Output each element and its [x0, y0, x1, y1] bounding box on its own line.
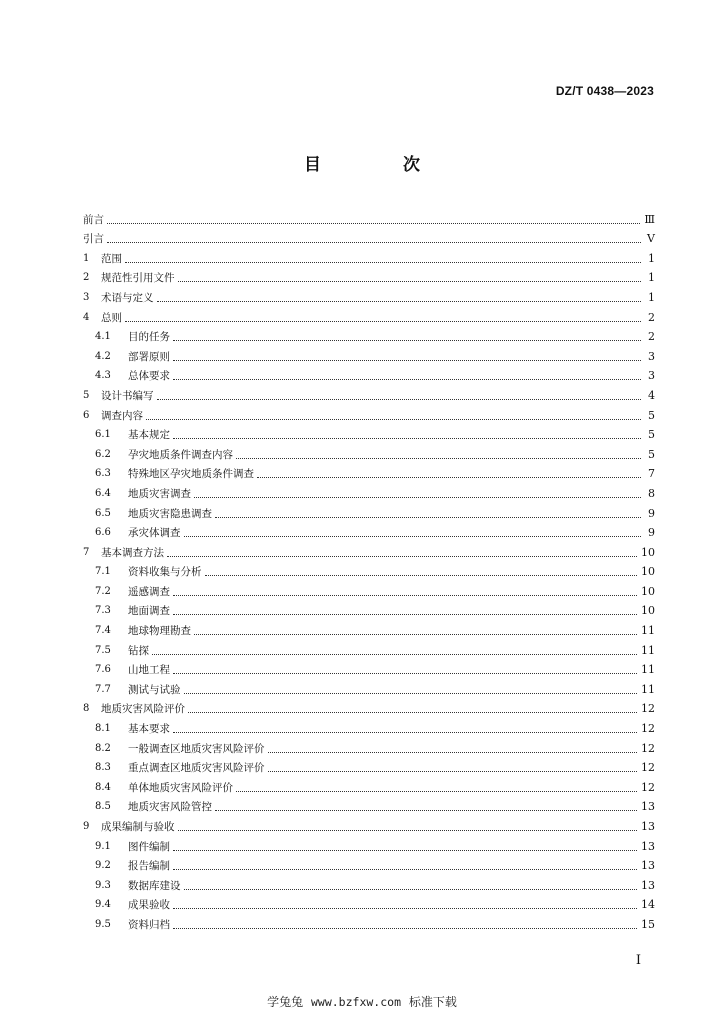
- toc-entry-title: 地面调查: [128, 605, 170, 618]
- toc-entry-number: 9.4: [95, 899, 111, 911]
- toc-entry-number: 7.7: [95, 683, 111, 695]
- toc-entry[interactable]: [83, 521, 655, 541]
- toc-entry[interactable]: [83, 462, 655, 482]
- toc-entry-number: 6.3: [95, 468, 111, 480]
- toc-entry[interactable]: [83, 560, 655, 580]
- toc-entry[interactable]: [83, 834, 655, 854]
- toc-entry-number: 6: [83, 409, 90, 421]
- dot-leader: [178, 281, 642, 282]
- toc-entry[interactable]: [83, 716, 655, 736]
- toc-entry[interactable]: [83, 795, 655, 815]
- toc-entry-number: 2: [83, 272, 90, 284]
- toc-entry-page: 10: [641, 545, 655, 559]
- toc-entry-title: 引言: [83, 233, 104, 246]
- toc-entry[interactable]: [83, 442, 655, 462]
- toc-entry-number: 8.5: [95, 801, 111, 813]
- toc-entry-page: 13: [641, 820, 655, 833]
- dot-leader: [173, 850, 637, 851]
- toc-entry-page: 9: [648, 506, 655, 520]
- toc-entry[interactable]: [83, 266, 655, 286]
- toc-entry-number: 7.3: [95, 605, 111, 617]
- dot-leader: [125, 262, 641, 263]
- toc-entry-title: 地球物理勘查: [128, 625, 191, 638]
- toc-entry[interactable]: [83, 364, 655, 384]
- toc-entry-title: 术语与定义: [101, 291, 154, 304]
- toc-entry-title: 成果编制与验收: [101, 821, 175, 833]
- toc-entry[interactable]: [83, 854, 655, 874]
- toc-entry-number: 4.1: [95, 331, 111, 343]
- toc-entry-page: 12: [641, 722, 655, 736]
- toc-entry-title: 基本要求: [128, 723, 170, 736]
- toc-entry-page: 1: [648, 290, 655, 304]
- toc-entry-number: 8.4: [95, 781, 111, 793]
- toc-entry[interactable]: [83, 756, 655, 776]
- toc-entry-page: 13: [641, 878, 655, 892]
- dot-leader: [125, 321, 641, 322]
- toc-entry-title: 重点调查区地质灾害风险评价: [128, 762, 265, 775]
- toc-entry-title: 地质灾害风险评价: [101, 703, 185, 716]
- dot-leader: [184, 693, 638, 694]
- toc-entry[interactable]: [83, 246, 655, 266]
- toc-entry-page: 13: [641, 839, 655, 853]
- toc-entry-title: 成果验收: [128, 899, 170, 912]
- toc-entry-page: 2: [648, 310, 655, 324]
- toc-entry-number: 7.1: [95, 566, 111, 578]
- dot-leader: [146, 419, 641, 420]
- dot-leader: [173, 673, 637, 674]
- dot-leader: [215, 517, 641, 518]
- dot-leader: [236, 458, 641, 459]
- toc-entry-page: 7: [648, 467, 655, 481]
- dot-leader: [236, 791, 637, 792]
- toc-entry-number: 4: [83, 311, 90, 323]
- toc-entry-page: 12: [641, 780, 655, 794]
- toc-entry-page: 1: [648, 251, 655, 265]
- toc-entry[interactable]: [83, 618, 655, 638]
- toc-entry-page: 15: [641, 917, 655, 931]
- toc-entry[interactable]: [83, 638, 655, 658]
- dot-leader: [107, 223, 640, 224]
- toc-entry-number: 9.3: [95, 879, 111, 891]
- toc-entry-page: 2: [648, 330, 655, 344]
- toc-entry-page: 12: [641, 741, 655, 755]
- toc-entry-page: 5: [648, 408, 655, 422]
- dot-leader: [173, 908, 637, 909]
- toc-entry[interactable]: [83, 697, 655, 717]
- watermark: [0, 993, 724, 1010]
- toc-entry-page: 13: [641, 859, 655, 873]
- toc-entry-number: 9: [83, 821, 90, 832]
- dot-leader: [152, 654, 637, 655]
- toc-entry-title: 规范性引用文件: [101, 272, 175, 285]
- standard-code: DZ/T 0438—2023: [555, 84, 654, 98]
- toc-entry-page: 12: [641, 702, 655, 716]
- toc-entry-number: 6.2: [95, 448, 111, 460]
- dot-leader: [173, 340, 641, 341]
- toc-entry[interactable]: [83, 325, 655, 345]
- dot-leader: [257, 477, 641, 478]
- toc-entry[interactable]: [83, 227, 655, 247]
- toc-entry-number: 1: [83, 252, 90, 264]
- toc-entry-number: 6.6: [95, 527, 111, 539]
- toc-entry-title: 单体地质灾害风险评价: [128, 781, 233, 794]
- toc-entry-title: 遥感调查: [128, 585, 170, 598]
- dot-leader: [173, 379, 641, 380]
- toc-entry-number: 3: [83, 291, 90, 303]
- toc-entry[interactable]: [83, 481, 655, 501]
- toc-entry-title: 图件编制: [128, 840, 170, 853]
- toc-entry-number: 4.2: [95, 350, 111, 362]
- toc-entry-number: 9.2: [95, 860, 111, 872]
- toc-entry-title: 报告编制: [128, 860, 170, 873]
- dot-leader: [173, 614, 637, 615]
- toc-entry-number: 9.5: [95, 918, 111, 930]
- toc-entry-number: 7.6: [95, 664, 111, 676]
- toc-entry-title: 钻探: [128, 644, 149, 657]
- dot-leader: [173, 869, 637, 870]
- watermark-site: 学兔兔: [267, 995, 304, 1009]
- toc-entry-title: 地质灾害调查: [128, 487, 191, 500]
- toc-entry-title: 前言: [83, 213, 104, 226]
- toc-entry[interactable]: [83, 873, 655, 893]
- toc-entry[interactable]: [83, 344, 655, 364]
- toc-entry-page: 11: [641, 624, 655, 638]
- toc-entry-page: 11: [641, 663, 655, 677]
- toc-entry[interactable]: [83, 403, 655, 423]
- toc-entry-page: 11: [641, 682, 655, 696]
- toc-entry[interactable]: [83, 423, 655, 443]
- toc-entry-number: 6.1: [95, 429, 111, 441]
- toc-entry-title: 地质灾害隐患调查: [128, 507, 212, 520]
- toc-entry-page: 3: [648, 369, 655, 383]
- toc-entry-title: 山地工程: [128, 664, 170, 677]
- toc-entry-title: 调查内容: [101, 409, 143, 422]
- toc-entry[interactable]: [83, 501, 655, 521]
- toc-entry-title: 数据库建设: [128, 879, 181, 892]
- dot-leader: [188, 712, 637, 713]
- toc-entry-title: 部署原则: [128, 350, 170, 363]
- watermark-url[interactable]: www.bzfxw.com: [310, 995, 401, 1009]
- toc-entry-title: 总则: [101, 311, 122, 324]
- dot-leader: [173, 928, 637, 929]
- toc-entry-page: 8: [648, 486, 655, 500]
- toc-entry-title: 总体要求: [128, 370, 170, 383]
- toc-entry[interactable]: [83, 677, 655, 697]
- toc-entry[interactable]: [83, 893, 655, 913]
- dot-leader: [173, 360, 641, 361]
- toc-entry-page: 3: [648, 349, 655, 363]
- toc-entry-page: 10: [641, 565, 655, 579]
- dot-leader: [205, 575, 638, 576]
- toc-entry-number: 5: [83, 389, 90, 401]
- toc-entry-page: 13: [641, 800, 655, 814]
- dot-leader: [167, 556, 637, 557]
- toc-entry[interactable]: [83, 599, 655, 619]
- toc-entry-title: 资料收集与分析: [128, 566, 202, 579]
- toc-entry-number: 7.5: [95, 644, 111, 656]
- table-of-contents: [83, 207, 655, 932]
- toc-entry-number: 7.4: [95, 625, 111, 637]
- dot-leader: [194, 634, 637, 635]
- page-title: 目 次: [304, 155, 458, 175]
- toc-entry-number: 6.5: [95, 507, 111, 519]
- toc-entry-page: 1: [648, 271, 655, 285]
- dot-leader: [215, 810, 637, 811]
- toc-entry[interactable]: [83, 305, 655, 325]
- dot-leader: [173, 732, 637, 733]
- toc-entry-number: 8: [83, 703, 90, 715]
- toc-entry-page: 5: [648, 428, 655, 442]
- dot-leader: [173, 595, 637, 596]
- toc-entry-page: Ⅲ: [644, 212, 655, 226]
- toc-entry[interactable]: [83, 912, 655, 932]
- toc-entry[interactable]: [83, 736, 655, 756]
- toc-entry-page: 10: [641, 604, 655, 618]
- toc-entry-page: 5: [648, 447, 655, 461]
- toc-entry-page: 10: [641, 584, 655, 598]
- toc-entry[interactable]: [83, 814, 655, 834]
- toc-entry-page: 4: [648, 388, 655, 402]
- toc-entry-number: 9.1: [95, 840, 111, 852]
- toc-entry[interactable]: [83, 207, 655, 227]
- toc-entry-number: 4.3: [95, 370, 111, 382]
- toc-entry[interactable]: [83, 579, 655, 599]
- dot-leader: [184, 536, 642, 537]
- toc-entry-title: 范围: [101, 252, 122, 265]
- dot-leader: [157, 301, 642, 302]
- dot-leader: [268, 771, 638, 772]
- toc-entry-title: 承灾体调查: [128, 527, 181, 540]
- toc-entry-title: 设计书编写: [101, 389, 154, 402]
- dot-leader: [268, 752, 638, 753]
- toc-entry-title: 孕灾地质条件调查内容: [128, 448, 233, 461]
- toc-entry-title: 目的任务: [128, 331, 170, 344]
- toc-entry-number: 8.2: [95, 742, 111, 754]
- dot-leader: [184, 889, 638, 890]
- toc-entry-page: 11: [641, 643, 655, 657]
- toc-entry-number: 7.2: [95, 585, 111, 597]
- toc-entry-title: 地质灾害风险管控: [128, 801, 212, 814]
- toc-entry-title: 基本规定: [128, 429, 170, 442]
- toc-entry-number: 7: [83, 546, 90, 558]
- toc-entry-title: 基本调查方法: [101, 546, 164, 559]
- toc-entry-title: 一般调查区地质灾害风险评价: [128, 742, 265, 755]
- dot-leader: [178, 830, 638, 831]
- toc-entry-page: 14: [641, 898, 655, 912]
- toc-entry-page: 9: [648, 526, 655, 540]
- toc-entry-page: Ⅴ: [647, 232, 655, 246]
- dot-leader: [194, 497, 641, 498]
- toc-entry[interactable]: [83, 775, 655, 795]
- dot-leader: [173, 438, 641, 439]
- toc-entry-page: 12: [641, 761, 655, 775]
- toc-entry[interactable]: [83, 383, 655, 403]
- toc-entry-number: 8.3: [95, 762, 111, 774]
- dot-leader: [107, 242, 641, 243]
- dot-leader: [157, 399, 642, 400]
- toc-entry-number: 6.4: [95, 487, 111, 499]
- toc-entry-title: 资料归档: [128, 918, 170, 931]
- toc-entry-title: 测试与试验: [128, 683, 181, 696]
- toc-entry[interactable]: [83, 658, 655, 678]
- toc-entry[interactable]: [83, 285, 655, 305]
- toc-entry-title: 特殊地区孕灾地质条件调查: [128, 468, 254, 481]
- toc-entry-number: 8.1: [95, 723, 111, 735]
- page-number: Ⅰ: [635, 953, 641, 968]
- toc-entry[interactable]: [83, 540, 655, 560]
- watermark-text: 标准下载: [408, 995, 457, 1009]
